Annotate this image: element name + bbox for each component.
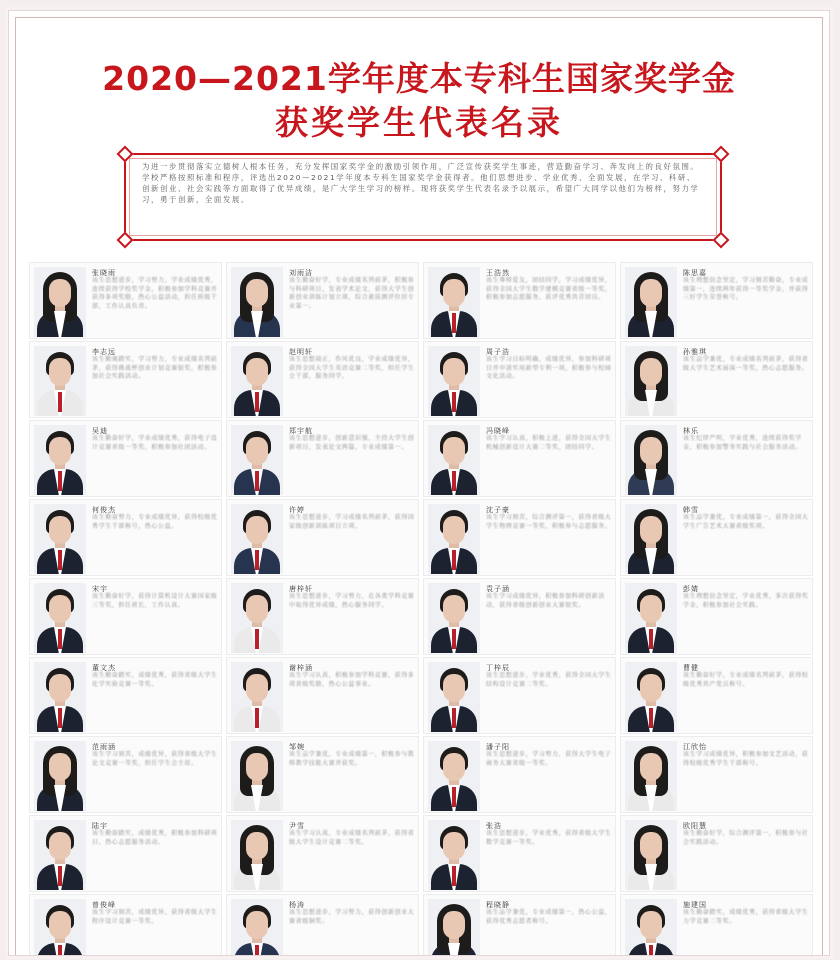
- student-description: 该生学习成绩优异，积极参加科研创新活动，获得省级创新创业大赛银奖。: [486, 593, 605, 609]
- student-card: [226, 736, 419, 813]
- student-card: [29, 578, 222, 655]
- student-portrait: [428, 820, 480, 890]
- student-portrait: [428, 899, 480, 956]
- student-name: 董文杰: [92, 664, 116, 672]
- student-name: 郑宇航: [289, 427, 313, 435]
- student-portrait: [625, 662, 677, 732]
- student-name: 何俊杰: [92, 506, 116, 514]
- student-description: 该生学习认真，专业成绩名列前茅，获得省级大学生设计竞赛二等奖。: [289, 830, 415, 846]
- student-name: 许婷: [289, 506, 305, 514]
- student-card: [620, 499, 813, 576]
- student-name: 施建国: [683, 901, 707, 909]
- student-description: 该生思想进步，学习努力，学业成绩优秀，连续获得学校奖学金，积极参加学科竞赛并获得多项奖励，热心公益活动，担任班级干部，工作认真负责。: [92, 277, 218, 310]
- student-name: 谢梓涵: [289, 664, 313, 672]
- student-portrait: [34, 662, 86, 732]
- student-card: [226, 499, 419, 576]
- student-portrait: [625, 346, 677, 416]
- student-card: [423, 736, 616, 813]
- student-description: 该生学习刻苦，成绩优异，获得省级大学生程序设计竞赛一等奖。: [92, 909, 218, 925]
- student-portrait: [34, 820, 86, 890]
- student-card: [226, 657, 419, 734]
- student-name: 林乐: [683, 427, 699, 435]
- student-description: 该生品学兼优，专业成绩第一，获得全国大学生广告艺术大赛省级奖项。: [683, 514, 809, 530]
- student-card: [29, 499, 222, 576]
- student-description: 该生品学兼优，专业成绩第一，热心公益，获得优秀志愿者称号。: [486, 909, 612, 925]
- student-card: [620, 894, 813, 956]
- student-card: [29, 420, 222, 497]
- student-portrait: [34, 425, 86, 495]
- student-portrait: [34, 267, 86, 337]
- student-card: [226, 420, 419, 497]
- student-card: [29, 341, 222, 418]
- student-name: 曹健: [683, 664, 699, 672]
- student-description: 该生勤奋踏实，成绩优秀，获得省级大学生力学竞赛二等奖。: [683, 909, 809, 925]
- student-portrait: [231, 662, 283, 732]
- poster: [8, 10, 830, 956]
- student-description: 该生勤奥踏实，学习努力，专业成绩名列前茅，获得挑战杯创业计划竞赛银奖，积极参加社会实践活动。: [92, 356, 218, 381]
- student-portrait: [428, 504, 480, 574]
- student-description: 该生学习认真，积极上进，获得全国大学生机械创新设计大赛二等奖，团结同学。: [486, 435, 612, 451]
- student-portrait: [231, 741, 283, 811]
- student-name: 沈子豪: [486, 506, 510, 514]
- student-card: [620, 736, 813, 813]
- student-description: 该生勤奋好学，综合测评第一，积极参与社会实践活动。: [683, 830, 809, 846]
- student-name: 周子浩: [486, 348, 510, 356]
- student-portrait: [428, 662, 480, 732]
- student-name: 宋宇: [92, 585, 108, 593]
- student-name: 孙雅琪: [683, 348, 707, 356]
- student-card: [423, 657, 616, 734]
- student-card: [226, 262, 419, 339]
- student-portrait: [231, 583, 283, 653]
- student-card: [620, 815, 813, 892]
- student-description: 该生纪律严明，学业优秀，连续获得奖学金，积极参加警务实践与社会服务活动。: [683, 435, 802, 451]
- student-description: 该生勤奋踏实，成绩优秀，积极参加科研项目，热心志愿服务活动。: [92, 830, 218, 846]
- student-card: [423, 578, 616, 655]
- student-portrait: [34, 899, 86, 956]
- student-description: 该生勤奋好学，专业成绩名列前茅，获得校级优秀共产党员称号。: [683, 672, 809, 688]
- student-name: 冯晓峰: [486, 427, 510, 435]
- intro-box: [124, 153, 722, 241]
- student-description: 该生勤奋好学，学业成绩优秀，获得电子设计竞赛省级一等奖，积极参加社团活动。: [92, 435, 218, 451]
- student-description: 该生学习刻苦，成绩优异，获得省级大学生论文竞赛一等奖，担任学生会主席。: [92, 751, 218, 767]
- student-name: 张浩: [486, 822, 502, 830]
- student-name: 李志远: [92, 348, 116, 356]
- student-portrait: [428, 425, 480, 495]
- page-title: 2020—2021学年度本专科生国家奖学金: [102, 59, 736, 98]
- student-description: 该生学习目标明确，成绩优异，参加科研项目并申请实用新型专利一项，积极参与校园文化活动。: [486, 356, 612, 381]
- student-card: [29, 262, 222, 339]
- student-name: 陈思嘉: [683, 269, 707, 277]
- student-name: 范雨涵: [92, 743, 116, 751]
- student-description: 该生思想进步，学习努力，获得创新创业大赛省级铜奖。: [289, 909, 415, 925]
- student-description: 该生学习认真，积极参加学科竞赛，获得多项省级奖励，热心公益事业。: [289, 672, 415, 688]
- student-portrait: [625, 267, 677, 337]
- student-description: 该生勤奋好学，专业成绩名列前茅，积极参与科研项目，发表学术论文，获得大学生创新创业训练计划立项，综合素质测评位居专业第一。: [289, 277, 415, 310]
- student-card: [620, 657, 813, 734]
- student-name: 欧阳慧: [683, 822, 707, 830]
- student-description: 该生思想进步，学习成绩名列前茅，获得国家级创新训练项目立项。: [289, 514, 415, 530]
- student-card: [423, 341, 616, 418]
- student-description: 该生勤奋努力，专业成绩优异，获得校级优秀学生干部称号，热心公益。: [92, 514, 218, 530]
- student-description: 该生尊师爱友，团结同学，学习成绩优异，获得全国大学生数学建模竞赛省级一等奖，积极参加志愿服务，获评优秀共青团员。: [486, 277, 612, 302]
- student-card: [226, 341, 419, 418]
- student-description: 该生勤奋好学，获得计算机设计大赛国家级三等奖，担任班长，工作认真。: [92, 593, 218, 609]
- student-portrait: [625, 583, 677, 653]
- student-name: 邹婉: [289, 743, 305, 751]
- student-card: [423, 262, 616, 339]
- student-description: 该生勤奋踏实，成绩优秀，获得省级大学生化学实验竞赛一等奖。: [92, 672, 218, 688]
- student-portrait: [625, 820, 677, 890]
- student-card: [423, 499, 616, 576]
- student-description: 该生思想进步，学习努力，获得大学生电子商务大赛省级一等奖。: [486, 751, 612, 767]
- student-portrait: [625, 741, 677, 811]
- page-subtitle: 获奖学生代表名录: [275, 103, 563, 142]
- student-portrait: [231, 346, 283, 416]
- student-description: 该生理想信念坚定，学业优秀，多次获得奖学金，积极参加社会实践。: [683, 593, 809, 609]
- intro-text: 为进一步贯彻落实立德树人根本任务，充分发挥国家奖学金的激励引领作用，广泛宣传获奖学生事迹，营造勤奋学习、奔发向上的良好氛围。学校严格按照标准和程序，评选出2020—2021学年度本专科生国家奖学金获得者。他们思想进步、学业优秀、全面发展，在学习、科研、创新创业、社会实践等方面取得了优异成绩，是广大学生学习的榜样。现将获奖学生代表名录予以展示，希望广大同学以他们为榜样，努力学习，勇于创新，全面发展。: [142, 162, 700, 204]
- student-card: [620, 420, 813, 497]
- student-description: 该生思想进步，创新意识强，主持大学生创新项目，发表论文两篇，专业成绩第一。: [289, 435, 415, 451]
- student-card: [29, 815, 222, 892]
- student-portrait: [231, 267, 283, 337]
- student-portrait: [428, 583, 480, 653]
- student-portrait: [231, 820, 283, 890]
- student-name: 赵明轩: [289, 348, 313, 356]
- student-name: 彭婧: [683, 585, 699, 593]
- student-portrait: [34, 346, 86, 416]
- student-name: 杨涛: [289, 901, 305, 909]
- student-card: [423, 894, 616, 956]
- student-name: 曾俊峰: [92, 901, 116, 909]
- student-portrait: [34, 741, 86, 811]
- student-card: [226, 894, 419, 956]
- student-description: 该生思想进步，学习努力，在各类学科竞赛中取得优异成绩，热心服务同学。: [289, 593, 415, 609]
- student-grid: [27, 261, 815, 956]
- student-portrait: [34, 583, 86, 653]
- student-card: [226, 578, 419, 655]
- student-portrait: [231, 504, 283, 574]
- student-description: 该生品学兼优，专业成绩第一，积极参与教师教学技能大赛并获奖。: [289, 751, 415, 767]
- student-portrait: [34, 504, 86, 574]
- student-description: 该生学习成绩优异，积极参加文艺活动，获得校级优秀学生干部称号。: [683, 751, 809, 767]
- student-portrait: [625, 504, 677, 574]
- student-card: [29, 736, 222, 813]
- student-description: 该生思想进步，学业优秀，获得全国大学生结构设计竞赛二等奖。: [486, 672, 612, 688]
- student-card: [423, 815, 616, 892]
- student-name: 江欣怡: [683, 743, 707, 751]
- student-card: [620, 578, 813, 655]
- student-description: 该生理想信念坚定，学习刻苦勤奋，专业成绩第一，连续两年获得一等奖学金，并获得三好学生荣誉称号。: [683, 277, 809, 302]
- student-portrait: [625, 425, 677, 495]
- student-card: [423, 420, 616, 497]
- student-name: 吴迪: [92, 427, 108, 435]
- student-card: [226, 815, 419, 892]
- student-description: 该生思想进步，学业优秀，获得省级大学生数学竞赛一等奖。: [486, 830, 612, 846]
- student-portrait: [625, 899, 677, 956]
- student-portrait: [231, 425, 283, 495]
- student-name: 袁子涵: [486, 585, 510, 593]
- student-card: [29, 657, 222, 734]
- student-card: [29, 894, 222, 956]
- student-portrait: [231, 899, 283, 956]
- student-name: 张晓雨: [92, 269, 116, 277]
- student-name: 王浩然: [486, 269, 510, 277]
- student-name: 程晓静: [486, 901, 510, 909]
- student-portrait: [428, 346, 480, 416]
- student-card: [620, 341, 813, 418]
- student-name: 尹雪: [289, 822, 305, 830]
- student-name: 唐梓轩: [289, 585, 313, 593]
- student-portrait: [428, 267, 480, 337]
- student-description: 该生思想端正，作风优良，学业成绩优异，获得全国大学生英语竞赛二等奖，担任学生会干部，服务同学。: [289, 356, 415, 381]
- student-card: [620, 262, 813, 339]
- student-name: 丁梓辰: [486, 664, 510, 672]
- student-name: 刘雨洁: [289, 269, 313, 277]
- student-portrait: [428, 741, 480, 811]
- student-name: 潘子阳: [486, 743, 510, 751]
- student-description: 该生学习刻苦，综合测评第一，获得省级大学生物理竞赛一等奖，积极参与志愿服务。: [486, 514, 612, 530]
- student-name: 韩雪: [683, 506, 699, 514]
- student-description: 该生品学兼优，专业成绩名列前茅，获得省级大学生艺术展演一等奖，热心志愿服务。: [683, 356, 809, 372]
- student-name: 陆宇: [92, 822, 108, 830]
